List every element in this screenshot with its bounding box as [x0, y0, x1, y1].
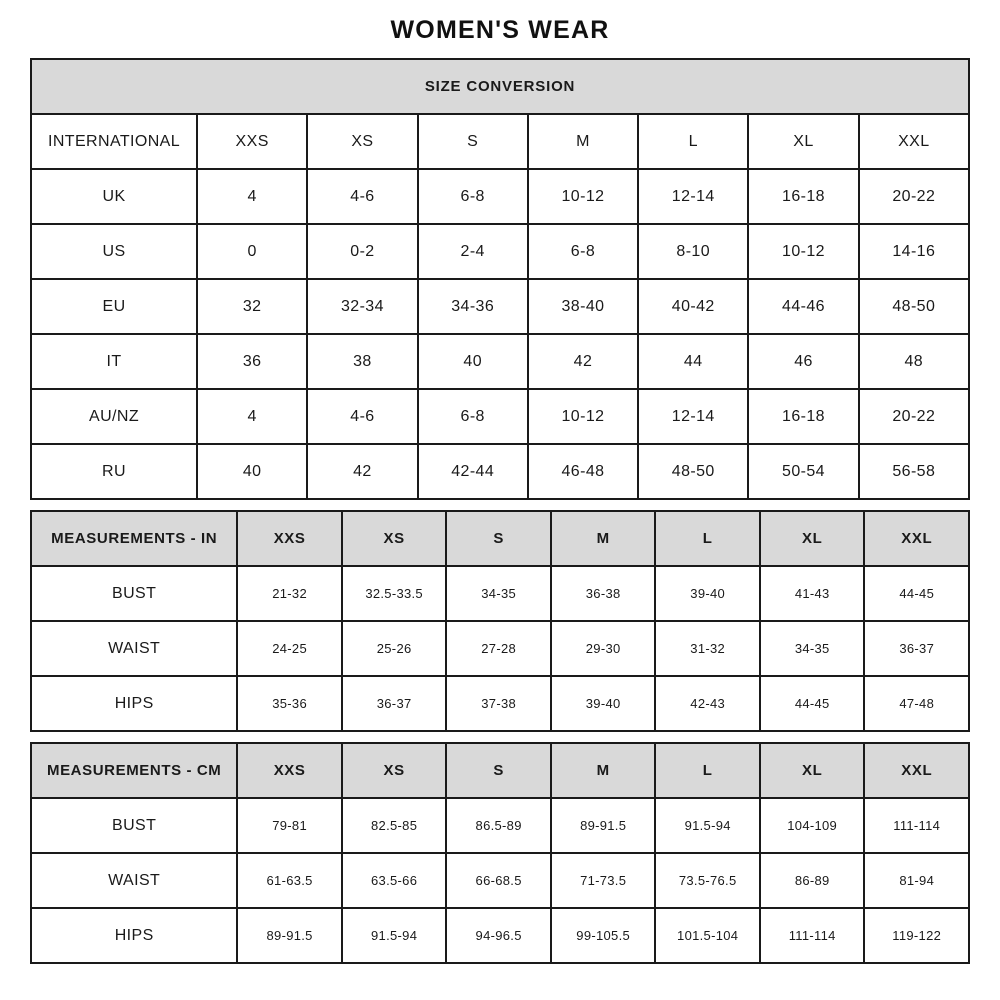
header-cell: M [551, 743, 656, 798]
measure-cell: 44-45 [760, 676, 865, 731]
size-cell: 0 [197, 224, 307, 279]
header-cell: XS [307, 114, 417, 169]
measure-cell: 25-26 [342, 621, 447, 676]
measure-cell: 24-25 [237, 621, 342, 676]
measure-cell: 91.5-94 [655, 798, 760, 853]
size-cell: 40 [418, 334, 528, 389]
table-row [31, 908, 969, 963]
size-cell: 0-2 [307, 224, 417, 279]
measure-cell: 89-91.5 [551, 798, 656, 853]
size-cell: 42 [528, 334, 638, 389]
size-cell: 48-50 [859, 279, 969, 334]
table-row [31, 621, 969, 676]
measure-cell: 29-30 [551, 621, 656, 676]
size-cell: 34-36 [418, 279, 528, 334]
measurements-in-table [30, 510, 970, 732]
column-header-row [31, 114, 969, 169]
size-cell: 56-58 [859, 444, 969, 499]
size-cell: 14-16 [859, 224, 969, 279]
measure-cell: 71-73.5 [551, 853, 656, 908]
region-label: US [31, 224, 197, 279]
measure-cell: 104-109 [760, 798, 865, 853]
measure-cell: 119-122 [864, 908, 969, 963]
size-cell: 46 [748, 334, 858, 389]
size-cell: 8-10 [638, 224, 748, 279]
header-cell: XS [342, 511, 447, 566]
size-cell: 32 [197, 279, 307, 334]
measure-cell: 89-91.5 [237, 908, 342, 963]
table-row [31, 224, 969, 279]
size-cell: 4-6 [307, 389, 417, 444]
region-label: AU/NZ [31, 389, 197, 444]
table-row [31, 389, 969, 444]
table-title-cell: MEASUREMENTS - IN [31, 511, 237, 566]
table-row [31, 566, 969, 621]
region-label: RU [31, 444, 197, 499]
header-cell: XXL [864, 511, 969, 566]
size-cell: 50-54 [748, 444, 858, 499]
header-cell: S [418, 114, 528, 169]
measure-cell: 34-35 [446, 566, 551, 621]
measure-cell: 73.5-76.5 [655, 853, 760, 908]
measure-cell: 86-89 [760, 853, 865, 908]
measure-cell: 44-45 [864, 566, 969, 621]
region-label: EU [31, 279, 197, 334]
measure-cell: 111-114 [760, 908, 865, 963]
size-cell: 44-46 [748, 279, 858, 334]
measure-cell: 63.5-66 [342, 853, 447, 908]
size-cell: 38-40 [528, 279, 638, 334]
header-cell: M [551, 511, 656, 566]
size-cell: 4 [197, 389, 307, 444]
size-cell: 10-12 [528, 389, 638, 444]
size-cell: 10-12 [748, 224, 858, 279]
size-cell: 4 [197, 169, 307, 224]
size-cell: 40-42 [638, 279, 748, 334]
header-cell: INTERNATIONAL [31, 114, 197, 169]
measure-cell: 37-38 [446, 676, 551, 731]
table-row [31, 676, 969, 731]
page-title: WOMEN'S WEAR [390, 16, 610, 44]
size-cell: 38 [307, 334, 417, 389]
size-cell: 6-8 [528, 224, 638, 279]
size-cell: 40 [197, 444, 307, 499]
table-banner-row [31, 59, 969, 114]
size-cell: 48-50 [638, 444, 748, 499]
header-cell: XXS [237, 743, 342, 798]
header-cell: L [655, 743, 760, 798]
region-label: UK [31, 169, 197, 224]
measure-cell: 31-32 [655, 621, 760, 676]
measure-label: BUST [31, 566, 237, 621]
size-cell: 46-48 [528, 444, 638, 499]
measure-cell: 94-96.5 [446, 908, 551, 963]
measure-cell: 91.5-94 [342, 908, 447, 963]
header-cell: XS [342, 743, 447, 798]
table-row [31, 334, 969, 389]
size-cell: 6-8 [418, 389, 528, 444]
size-conversion-table [30, 58, 970, 500]
measure-cell: 32.5-33.5 [342, 566, 447, 621]
table-row [31, 853, 969, 908]
measurements-cm-table [30, 742, 970, 964]
measure-cell: 111-114 [864, 798, 969, 853]
measure-cell: 36-37 [864, 621, 969, 676]
size-cell: 44 [638, 334, 748, 389]
measure-cell: 21-32 [237, 566, 342, 621]
size-cell: 12-14 [638, 169, 748, 224]
size-cell: 6-8 [418, 169, 528, 224]
measure-cell: 82.5-85 [342, 798, 447, 853]
measure-label: WAIST [31, 621, 237, 676]
table-row [31, 169, 969, 224]
measure-cell: 61-63.5 [237, 853, 342, 908]
size-cell: 4-6 [307, 169, 417, 224]
size-cell: 20-22 [859, 169, 969, 224]
measure-cell: 27-28 [446, 621, 551, 676]
measure-cell: 86.5-89 [446, 798, 551, 853]
measure-cell: 99-105.5 [551, 908, 656, 963]
header-cell: XL [760, 511, 865, 566]
column-header-row [31, 743, 969, 798]
measure-label: WAIST [31, 853, 237, 908]
measure-cell: 36-37 [342, 676, 447, 731]
measure-cell: 34-35 [760, 621, 865, 676]
measure-label: HIPS [31, 908, 237, 963]
header-cell: XXL [859, 114, 969, 169]
measure-cell: 39-40 [551, 676, 656, 731]
measure-cell: 66-68.5 [446, 853, 551, 908]
measure-cell: 81-94 [864, 853, 969, 908]
header-cell: S [446, 743, 551, 798]
measure-cell: 47-48 [864, 676, 969, 731]
measure-cell: 39-40 [655, 566, 760, 621]
measure-cell: 79-81 [237, 798, 342, 853]
header-cell: L [638, 114, 748, 169]
header-cell: XXL [864, 743, 969, 798]
size-cell: 20-22 [859, 389, 969, 444]
measure-label: HIPS [31, 676, 237, 731]
column-header-row [31, 511, 969, 566]
size-cell: 32-34 [307, 279, 417, 334]
header-cell: M [528, 114, 638, 169]
table-row [31, 279, 969, 334]
header-cell: S [446, 511, 551, 566]
measure-cell: 35-36 [237, 676, 342, 731]
size-cell: 42-44 [418, 444, 528, 499]
size-cell: 2-4 [418, 224, 528, 279]
size-cell: 48 [859, 334, 969, 389]
measure-cell: 36-38 [551, 566, 656, 621]
measure-cell: 41-43 [760, 566, 865, 621]
size-cell: 16-18 [748, 389, 858, 444]
header-cell: XXS [197, 114, 307, 169]
measure-label: BUST [31, 798, 237, 853]
table-row [31, 798, 969, 853]
measure-cell: 42-43 [655, 676, 760, 731]
header-cell: XL [748, 114, 858, 169]
size-cell: 12-14 [638, 389, 748, 444]
size-conversion-banner: SIZE CONVERSION [31, 59, 969, 114]
size-cell: 16-18 [748, 169, 858, 224]
header-cell: XXS [237, 511, 342, 566]
size-cell: 36 [197, 334, 307, 389]
size-cell: 42 [307, 444, 417, 499]
table-row [31, 444, 969, 499]
table-title-cell: MEASUREMENTS - CM [31, 743, 237, 798]
header-cell: L [655, 511, 760, 566]
header-cell: XL [760, 743, 865, 798]
size-cell: 10-12 [528, 169, 638, 224]
region-label: IT [31, 334, 197, 389]
measure-cell: 101.5-104 [655, 908, 760, 963]
